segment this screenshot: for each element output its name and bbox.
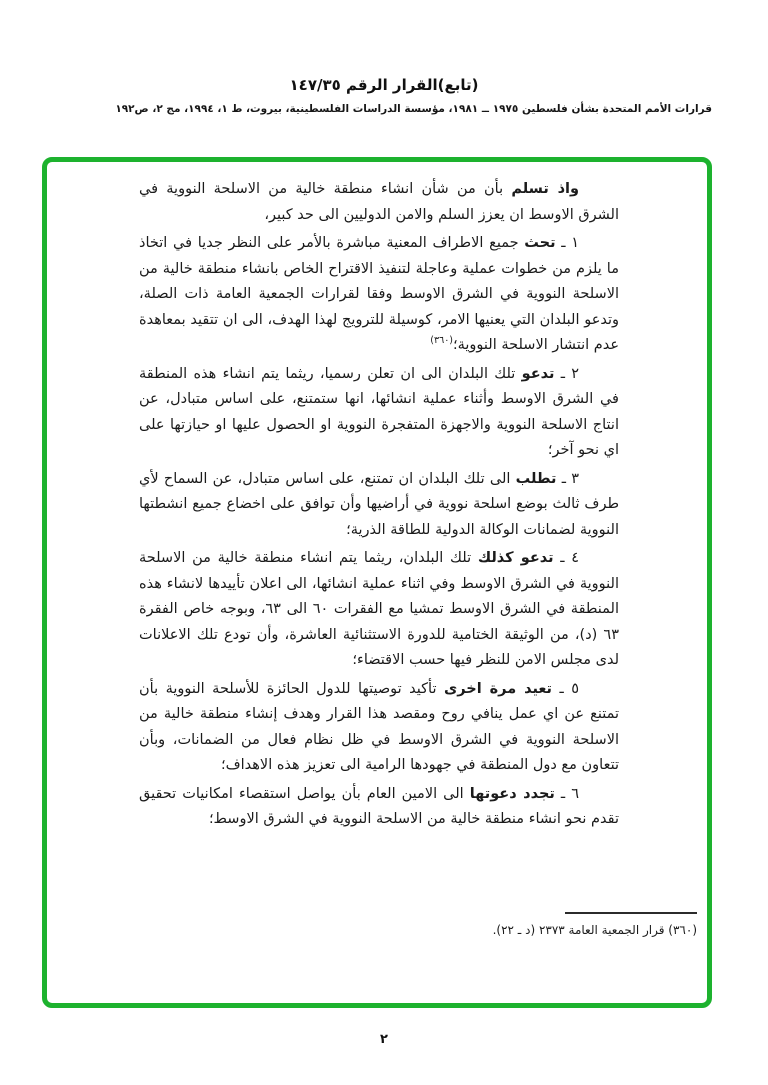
- paragraph-lead: تدعو: [521, 365, 555, 382]
- source-citation: قرارات الأمم المتحدة بشأن فلسطين ١٩٧٥ ــ ١٩٨١، مؤسسة الدراسات الفلسطينية، بيروت، ط ١، ١٩٩٤، مج ٢، ص١٩٢: [115, 103, 712, 115]
- resolution-body: [47, 162, 707, 836]
- operative-paragraph-3: [139, 467, 619, 544]
- paragraph-lead: تطلب: [515, 470, 557, 487]
- paragraph-number: ٣ ـ: [561, 470, 580, 487]
- preamble-paragraph: [139, 177, 619, 228]
- paragraph-number: ٥ ـ: [559, 680, 580, 697]
- paragraph-number: ٤ ـ: [560, 550, 580, 566]
- paragraph-number: ١ ـ: [561, 235, 579, 251]
- paragraph-number: ٦ ـ: [560, 785, 579, 802]
- paragraph-text: تلك البلدان، ريثما يتم انشاء منطقة خالية من الاسلحة النووية في الشرق الاوسط وفي اثناء عملية انشائها، الى اعلان تأييدها لانشاء هذه المنطقة في الشرق الاوسط تمشيا مع الفقرات ٦٠ الى ٦٣، وبوجه خاص الفقرة ٦٣ (د)، من الوثيقة الختامية للدورة الاستثنائية العاشرة، وأن تودع تلك الاعلانات لدى مجلس الامن للنظر فيها حسب الاقتضاء؛: [139, 550, 620, 668]
- resolution-title: (تابع)القرار الرقم ١٤٧/٣٥: [289, 76, 479, 94]
- paragraph-text: تأكيد توصيتها للدول الحائزة للأسلحة النووية بأن تمتنع عن اي عمل ينافي روح ومقصد هذا القرار وهدف إنشاء منطقة خالية من الاسلحة النووية في الشرق الاوسط في ظل نظام فعال من الضمانات، وبأن تتعاون مع دول المنطقة في جهودها الرامية الى تعزيز هذه الاهداف؛: [139, 680, 619, 773]
- operative-paragraph-1: [139, 231, 619, 359]
- operative-paragraph-5: [139, 677, 619, 779]
- operative-paragraph-6: [139, 782, 619, 833]
- paragraph-lead: تحث: [524, 235, 556, 251]
- footnote-text: (٣٦٠) قرار الجمعية العامة ٢٣٧٣ (د ـ ٢٢).: [492, 923, 697, 937]
- preamble-text: بأن من شأن انشاء منطقة خالية من الاسلحة النووية في الشرق الاوسط ان يعزز السلم والامن الدوليين الى حد كبير،: [139, 181, 619, 223]
- page-number: ٢: [380, 1032, 388, 1047]
- footnote-reference: (٣٦٠): [430, 335, 454, 347]
- paragraph-text: جميع الاطراف المعنية مباشرة بالأمر على النظر جديا في اتخاذ ما يلزم من خطوات عملية وعاجلة لتنفيذ الاقتراح الخاص بانشاء منطقة خالية من الاسلحة النووية في الشرق الاوسط وفقا لقرارات الجمعية العامة ذات الصلة، وتدعو البلدان التي يعنيها الامر، كوسيلة للترويج لهذا الهدف، الى ان تتقيد بمعاهدة عدم انتشار الاسلحة النووية؛: [139, 235, 619, 353]
- paragraph-lead: تجدد دعوتها: [469, 785, 555, 802]
- highlight-frame: [42, 157, 712, 1008]
- operative-paragraph-2: [139, 362, 619, 464]
- paragraph-text: الى تلك البلدان ان تمتنع، على اساس متبادل، عن السماح لأي طرف ثالث بوضع اسلحة نووية في أراضيها وأن توافق على اخضاع جميع انشطتها النووية لضمانات الوكالة الدولية للطاقة الذرية؛: [139, 470, 619, 538]
- paragraph-text: الى الامين العام بأن يواصل استقصاء امكانيات تحقيق تقدم نحو انشاء منطقة خالية من الاسلحة النووية في الشرق الاوسط؛: [139, 785, 619, 827]
- operative-paragraph-4: [139, 546, 619, 674]
- footnote-separator: [565, 912, 697, 914]
- paragraph-lead: تدعو كذلك: [477, 550, 554, 566]
- paragraph-lead: تعيد مرة اخرى: [443, 680, 553, 697]
- preamble-lead: واذ تسلم: [511, 181, 580, 197]
- paragraph-text: تلك البلدان الى ان تعلن رسميا، ريثما يتم انشاء هذه المنطقة في الشرق الاوسط وأثناء عملية انشائها، انها ستمتنع، على اساس متبادل، عن انتاج الاسلحة النووية والاجهزة المتفجرة النووية او الحصول عليها او حيازتها على اي نحو آخر؛: [139, 365, 619, 458]
- footnote-block: [397, 912, 697, 939]
- paragraph-number: ٢ ـ: [560, 365, 580, 382]
